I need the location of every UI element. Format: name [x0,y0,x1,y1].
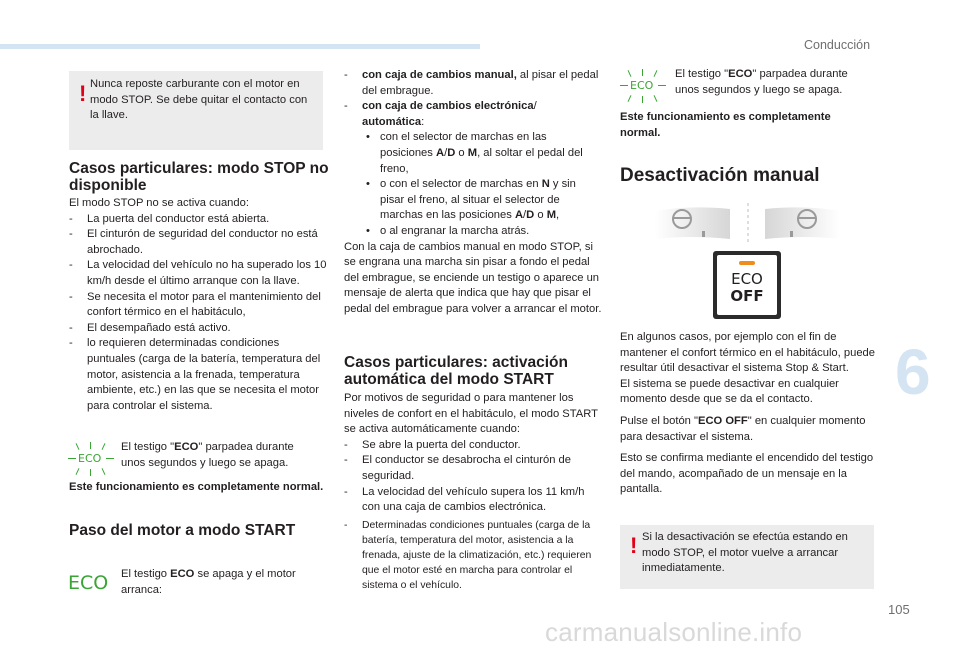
paragraph: Esto se confirma mediante el encendido del testigo del mando, acompañado de un mensaje en la pantalla. [620,452,874,496]
warning-box-stop-mode [620,525,874,589]
bullet-item: • o con el selector de marchas en N y sin pisar el freno, al situar el selector de marchas en las posiciones A/D o M, [362,177,602,224]
list-item: - La velocidad del vehículo supera los 11 km/h con una caja de cambios electrónica. [344,485,602,516]
watermark: carmanualsonline.info [545,617,803,647]
eco-flashing-icon: ECO [68,442,114,476]
bullet-item: • con el selector de marchas en las posiciones A/D o M, al soltar el pedal del freno, [362,130,602,177]
deactivation-text [620,330,878,498]
dashboard-illustration [655,203,840,243]
list-intro: El modo STOP no se activa cuando: [69,197,249,209]
warning-box-refuel [69,71,323,150]
eco-off-button[interactable] [713,251,781,319]
bullet-item: • o al engranar la marcha atrás. [362,224,602,240]
paragraph: En algunos casos, por ejemplo con el fin de mantener el confort térmico en el habitáculo, puede resultar útil desactivar el sistema Stop & Start. [620,331,875,375]
auto-start-list [344,391,602,593]
stop-unavailable-list [69,196,327,414]
list-item: - El conductor se desabrocha el cinturón de seguridad. [344,453,602,484]
auto-gearbox-item: - con caja de cambios electrónica/ automática: [344,99,602,130]
list-item: - Se necesita el motor para el mantenimiento del confort térmico en el habitáculo, [69,290,327,321]
heading-auto-start: Casos particulares: activación automática del modo START [344,354,568,388]
heading-manual-deactivation: Desactivación manual [620,165,820,186]
list-item: - El desempañado está activo. [69,321,327,337]
normal-operation-note: Este funcionamiento es completamente normal. [620,111,831,139]
heading-start-mode: Paso del motor a modo START [69,522,296,539]
off-label: OFF [730,287,764,305]
manual-stop-paragraph: Con la caja de cambios manual en modo STOP, si se engrana una marcha sin pisar a fondo el pedal del embrague, se enciende un testigo o aparece un mensaje de alerta que indica que hay que pisar el pedal del embrague para volver a arrancar el motor. [344,240,602,315]
list-item: - lo requieren determinadas condiciones puntuales (carga de la batería, temperatura del motor, asistencia a la frenada, temperatura ambiente, etc.) en las que se necesita el motor para controlar el sistema. [69,336,327,414]
warning-icon: ! [630,533,638,558]
list-item: - El cinturón de seguridad del conductor no está abrochado. [69,227,327,258]
eco-label: ECO [731,270,763,288]
manual-gearbox-item: - con caja de cambios manual, al pisar el pedal del embrague. [344,68,602,99]
section-title: Conducción [804,38,871,52]
heading-stop-unavailable: Casos particulares: modo STOP no disponible [69,160,329,194]
chapter-number: 6 [895,336,931,408]
start-intro: El testigo ECO se apaga y el motor arranca: [121,568,296,596]
header-accent-bar [0,44,480,49]
start-conditions [344,68,602,318]
warning-text: Nunca reposte carburante con el motor en modo STOP. Se debe quitar el contacto con la llave. [90,78,308,122]
eco-icon: ECO [68,572,109,594]
list-item: - La puerta del conductor está abierta. [69,212,327,228]
eco-flash-note: El testigo "ECO" parpadea durante unos segundos y luego se apaga. [121,441,294,469]
normal-operation-note: Este funcionamiento es completamente normal. [69,481,324,493]
page-number: 105 [888,602,910,617]
indicator-light [739,261,755,265]
list-item: - Determinadas condiciones puntuales (carga de la batería, temperatura del motor, asistencia a la frenada, ajuste de la climatización, etc.) requieren que el motor esté en marcha para controlar el sistema o el vehículo. [344,518,602,593]
warning-icon: ! [79,81,87,106]
steering-wheel-icon [655,203,840,243]
eco-flashing-icon: ECO [620,69,666,103]
list-item: - Se abre la puerta del conductor. [344,438,602,454]
paragraph: El sistema se puede desactivar en cualquier momento desde que se da el contacto. [620,377,839,406]
list-intro: Por motivos de seguridad o para mantener los niveles de confort en el habitáculo, el modo START se activa automáticamente cuando: [344,392,598,436]
paragraph: Pulse el botón "ECO OFF" en cualquier momento para desactivar el sistema. [620,414,866,443]
warning-text: Si la desactivación se efectúa estando en modo STOP, el motor vuelve a arrancar inmediatamente. [642,531,848,575]
list-item: - La velocidad del vehículo no ha superado los 10 km/h desde el último arranque con la llave. [69,258,327,289]
eco-flash-note: El testigo "ECO" parpadea durante unos segundos y luego se apaga. [675,68,848,96]
